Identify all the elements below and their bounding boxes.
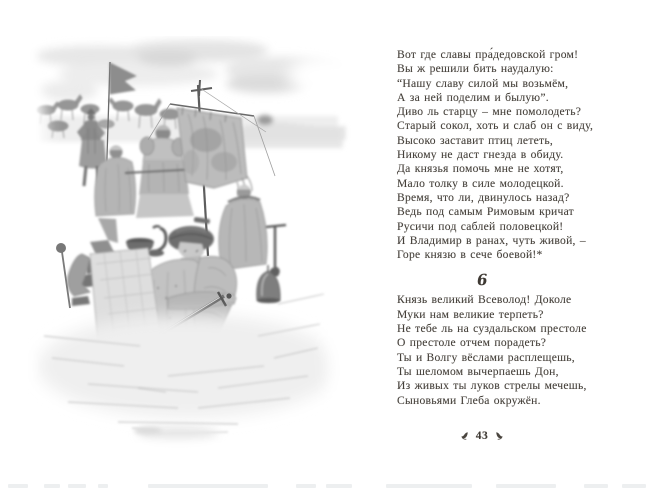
ground-strokes [38,294,338,441]
poem-line: Не тебе ль на суздальском престоле [397,322,587,336]
poem-line: Время, что ли, двинулось назад? [397,190,570,204]
poem-line: Высоко заставит птиц лететь, [397,133,554,147]
poem-line: Сыновьями Глеба окружён. [397,393,541,407]
page-number: 43 [475,429,489,442]
scan-page-edge [0,482,651,488]
poem-line: Да князья помочь мне не хотят, [397,162,564,176]
poem-line: Муки нам великие терпеть? [397,307,544,321]
poem-line: А за ней поделим и былую”. [397,90,549,104]
page-number-block [397,430,567,442]
left-fleuron-icon [460,431,469,441]
poem-line: Вы ж решили бить наудалую: [397,62,554,76]
poem-line: И Владимир в ранах, чуть живой, – [397,233,586,247]
poem-line: Мало толку в силе молодецкой. [397,176,564,190]
canto-number-block [397,267,567,293]
steppe-camp-illustration [28,36,352,462]
poem-line: Князь великий Всеволод! Доколе [397,293,572,307]
poem-line: Ты шеломом вычерпаешь Дон, [397,364,559,378]
stanza-canto5 [397,48,617,262]
poem-line: Вот где славы пра́дедовской гром! [397,48,579,61]
canto-number: 6 [476,271,488,290]
right-fleuron-icon [495,431,504,441]
stanza-canto6 [397,293,617,407]
poem-line: Горе князю в сече боевой!* [397,248,543,262]
poem-line: Диво ль старцу – мне помолодеть? [397,105,582,119]
poem-line: Русичи под саблей половецкой! [397,219,564,233]
poem-line: О престоле отчем порадеть? [397,336,547,350]
poem-line: Никому не даст гнезда в обиду. [397,148,564,162]
poem-line: Ты и Волгу вёслами расплещешь, [397,350,575,364]
poem-line: Старый сокол, хоть и слаб он с виду, [397,119,594,133]
poem-page [397,48,617,442]
poem-line: Из живых ты луков стрелы мечешь, [397,379,587,393]
poem-line: “Нашу славу силой мы возьмём, [397,76,569,90]
poem-line: Ведь под самым Римовым кричат [397,205,574,219]
